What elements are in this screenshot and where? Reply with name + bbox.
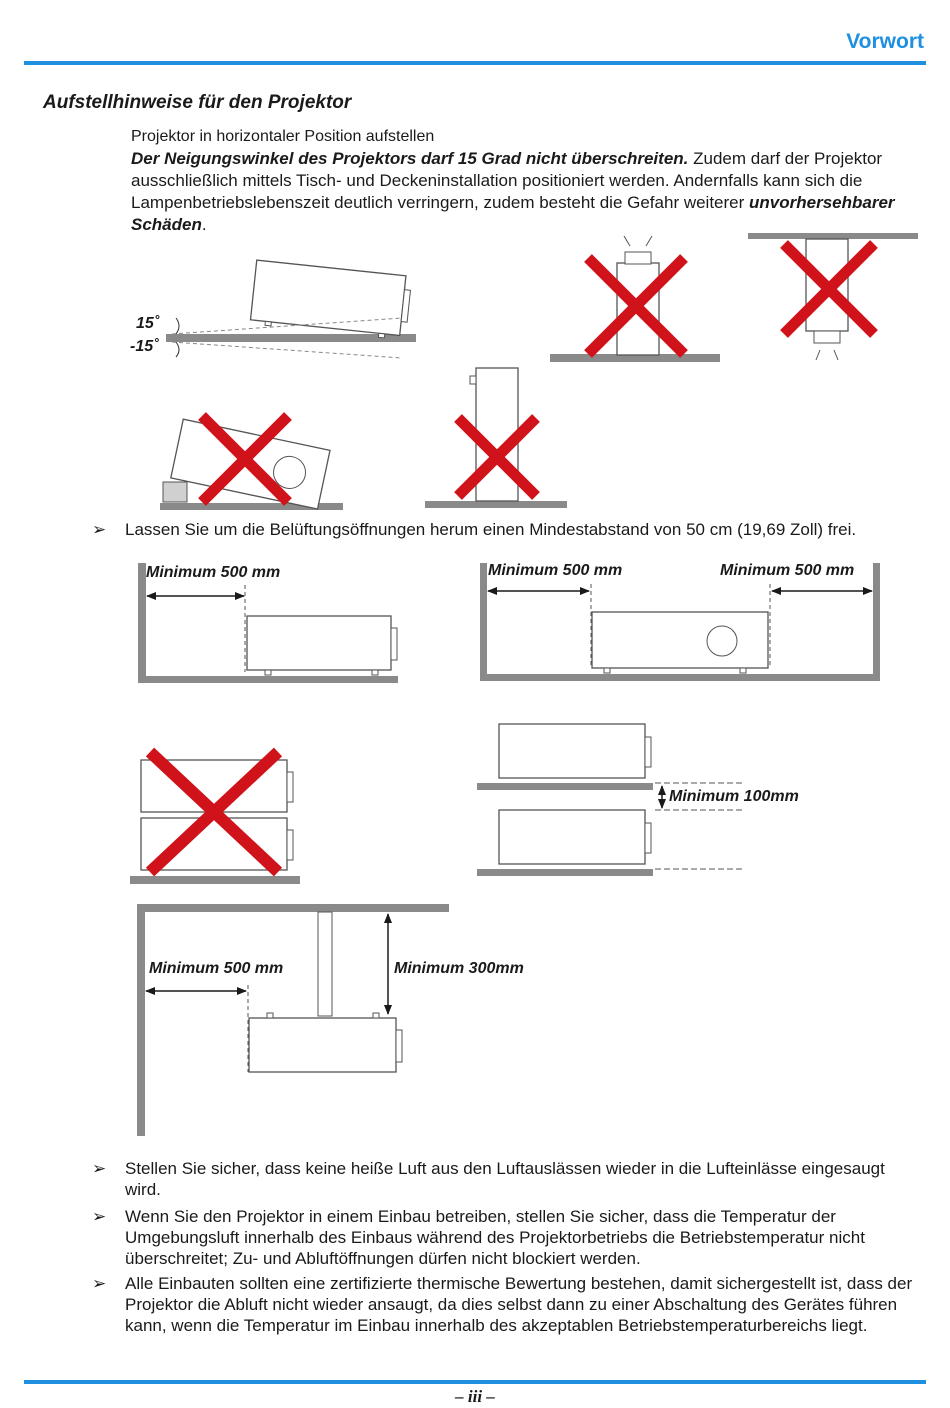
intro-line: Projektor in horizontaler Position aufstellen (131, 128, 435, 145)
shelf-spacing-figure (477, 724, 799, 876)
bullet-arrow-icon: ➢ (92, 1159, 107, 1178)
bullet-arrow-icon: ➢ (92, 1274, 107, 1293)
section-title: Aufstellhinweise für den Projektor (43, 92, 352, 113)
standing-on-side-figure (425, 368, 567, 508)
bullet-text: Alle Einbauten sollten eine zertifizierte thermische Bewertung bestehen, damit sichergestellt ist, dass der Projektor die Abluft nicht wieder ansaugt, da dies selbst dann zu einer Abschaltung des Gerätes führen kann, wenn die Temperatur im Einbau innerhalb des akzeptablen Betriebstemperaturbereichs liegt. (125, 1274, 913, 1335)
clearance-both-sides-figure (480, 562, 880, 681)
vertical-up-figure (550, 236, 720, 362)
stacked-projectors-figure (130, 752, 300, 884)
min-500-label-ceiling: Minimum 500 mm (149, 960, 284, 977)
bullet-text: Wenn Sie den Projektor in einem Einbau betreiben, stellen Sie sicher, dass die Temperatur der Umgebungsluft innerhalb des Einbaus während des Projektorbetriebs die Betriebstemperatur nicht überschreitet; Zu- und Abluftöffnungen dürfen nicht blockiert werden. (125, 1207, 865, 1268)
min-100-label: Minimum 100mm (669, 788, 799, 805)
bullet-arrow-icon: ➢ (92, 520, 107, 539)
tilted-on-block-figure (160, 416, 343, 510)
intro-body: Zudem darf der Projektor ausschließlich mittels Tisch- und Deckeninstallation positioniert werden. Andernfalls kann sich die Lampenbetriebslebenszeit deutlich verringern, zudem besteht die Gefahr weiterer (131, 149, 883, 212)
intro-bold-2: unvorhersehbarer Schäden (131, 193, 895, 234)
tilt-angle-figure (130, 260, 416, 358)
bullet-arrow-icon: ➢ (92, 1207, 107, 1226)
bullet-hot-air (92, 1158, 924, 1200)
min-500-label-right: Minimum 500 mm (720, 562, 855, 579)
min-500-label: Minimum 500 mm (146, 564, 281, 581)
header-title: Vorwort (846, 30, 924, 53)
vertical-down-figure (748, 233, 918, 360)
bullet-text: Stellen Sie sicher, dass keine heiße Luft aus den Luftauslässen wieder in die Lufteinlässe eingesaugt wird. (125, 1159, 885, 1199)
page-number: – iii – (455, 1387, 495, 1406)
min-300-label: Minimum 300mm (394, 960, 524, 977)
bullet-thermal-rating (92, 1273, 924, 1336)
angle-label-positive: 15˚ (136, 315, 160, 332)
angle-label-negative: -15˚ (130, 338, 159, 355)
min-500-label-left: Minimum 500 mm (488, 562, 623, 579)
bullet-text: Lassen Sie um die Belüftungsöffnungen herum einen Mindestabstand von 50 cm (19,69 Zoll) frei. (125, 520, 857, 539)
ceiling-mount-figure (137, 904, 524, 1136)
bullet-ventilation (92, 519, 924, 540)
footer-rule (24, 1380, 926, 1384)
intro-bold: Der Neigungswinkel des Projektors darf 15 Grad nicht überschreiten. (131, 149, 689, 168)
intro-end: . (201, 215, 207, 234)
clearance-wall-figure (138, 563, 398, 683)
bullet-enclosure-temp (92, 1206, 924, 1269)
